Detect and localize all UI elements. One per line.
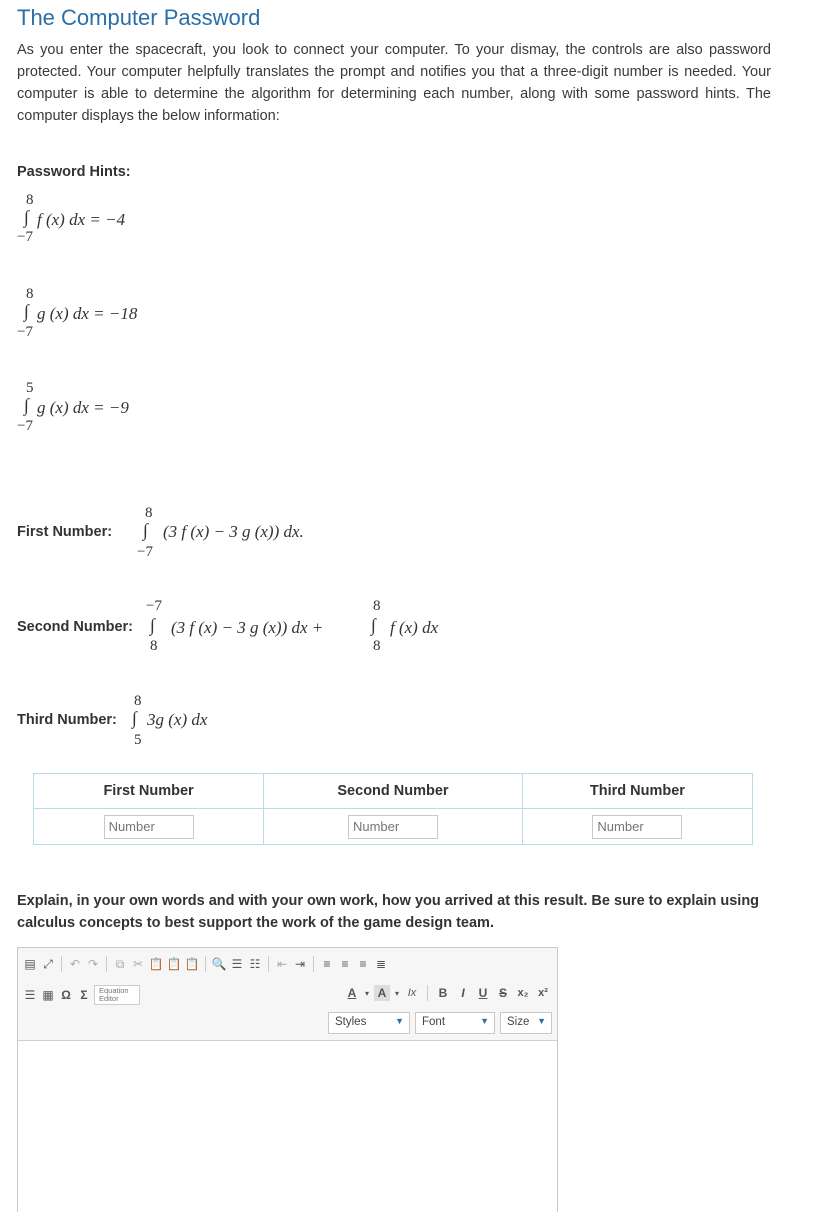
undo-icon[interactable]: ↶ — [69, 957, 81, 971]
second-number-input[interactable] — [348, 815, 438, 839]
font-label: Font — [422, 1016, 446, 1028]
header-second-number: Second Number — [264, 774, 523, 809]
find-icon[interactable]: 🔍 — [211, 957, 227, 971]
integral-icon: ∫ — [24, 301, 29, 321]
third-number-input[interactable] — [592, 815, 682, 839]
subscript-button[interactable]: x₂ — [517, 987, 529, 999]
size-dropdown[interactable] — [500, 1012, 552, 1034]
align-left-icon[interactable]: ≡ — [323, 957, 331, 971]
hint-1-upper: 8 — [26, 192, 34, 208]
third-number-formula — [17, 693, 317, 753]
bg-color-button[interactable]: A — [374, 985, 390, 1001]
header-third-number: Third Number — [522, 774, 752, 809]
second-number-label: Second Number: — [17, 619, 134, 635]
superscript-button[interactable]: x² — [538, 987, 548, 999]
toolbar-row-2 — [22, 985, 140, 1005]
equation-editor-button[interactable] — [94, 985, 140, 1005]
second-number-lower-1: 8 — [150, 638, 158, 654]
styles-label: Styles — [335, 1016, 367, 1028]
first-number-upper: 8 — [145, 505, 153, 521]
toolbar-separator — [427, 985, 428, 1001]
cut-icon[interactable]: ✂ — [132, 957, 144, 971]
intro-paragraph: As you enter the spacecraft, you look to connect your computer. To your dismay, the controls are also password protected. Your computer helpfully translates the prompt and notifies you that a three-digit number is needed. Your computer is able to determine the algorithm for determining each number, along with some password hints. The computer displays the below information: — [17, 42, 771, 124]
toolbar-separator — [268, 956, 269, 972]
third-number-label: Third Number: — [17, 712, 117, 728]
copy-icon[interactable]: ⧉ — [115, 956, 125, 971]
integral-icon: ∫ — [150, 615, 155, 635]
toolbar-row-1 — [22, 956, 389, 972]
answer-table — [33, 773, 753, 845]
chevron-down-icon[interactable]: ▾ — [364, 988, 369, 998]
toolbar-separator — [106, 956, 107, 972]
hint-1-expr: f (x) dx = −4 — [37, 210, 126, 229]
styles-dropdown[interactable] — [328, 1012, 410, 1034]
integral-icon: ∫ — [143, 520, 148, 540]
hint-3-expr: g (x) dx = −9 — [37, 398, 129, 417]
strikethrough-button[interactable]: S — [498, 986, 507, 1000]
first-number-lower: −7 — [137, 544, 153, 560]
cell-third-number — [522, 809, 752, 845]
integral-icon: ∫ — [24, 207, 29, 227]
first-number-formula — [17, 505, 417, 565]
second-number-upper-2: 8 — [373, 598, 381, 614]
source-icon[interactable]: ▤ — [24, 957, 36, 971]
second-number-lower-2: 8 — [373, 638, 381, 654]
redo-icon[interactable]: ↷ — [87, 957, 99, 971]
clear-format-button[interactable]: Ix — [407, 987, 417, 999]
hint-2-lower: −7 — [17, 324, 33, 340]
chevron-down-icon: ▼ — [480, 1016, 489, 1026]
second-number-expr-1: (3 f (x) − 3 g (x)) dx + — [171, 618, 324, 637]
page-title: The Computer Password — [17, 5, 261, 30]
hint-2 — [17, 286, 217, 346]
cell-second-number — [264, 809, 523, 845]
equation-editor-line1: Equation — [99, 986, 129, 995]
paste-text-icon[interactable]: 📋 — [166, 957, 182, 971]
editor-text-area[interactable] — [18, 1040, 557, 1212]
chevron-down-icon: ▼ — [395, 1016, 404, 1026]
hint-3-lower: −7 — [17, 418, 33, 434]
hint-1-lower: −7 — [17, 229, 33, 245]
italic-button[interactable]: I — [461, 986, 465, 1000]
hint-3 — [17, 380, 217, 440]
align-right-icon[interactable]: ≡ — [359, 957, 367, 971]
table-header-row — [34, 774, 753, 809]
rich-text-editor — [17, 947, 558, 1212]
third-number-lower: 5 — [134, 732, 142, 748]
cell-first-number — [34, 809, 264, 845]
font-dropdown[interactable] — [415, 1012, 495, 1034]
integral-icon: ∫ — [24, 395, 29, 415]
horizontal-rule-icon[interactable]: ☰ — [24, 988, 36, 1002]
bulleted-list-icon[interactable]: ☷ — [249, 957, 261, 971]
explain-prompt: Explain, in your own words and with your own work, how you arrived at this result. Be sure to explain using calculus concepts to best support the work of the game design team. — [17, 893, 760, 931]
toolbar-separator — [61, 956, 62, 972]
toolbar-separator — [205, 956, 206, 972]
paste-word-icon[interactable]: 📋 — [184, 957, 200, 971]
chevron-down-icon: ▼ — [537, 1016, 546, 1026]
header-first-number: First Number — [34, 774, 264, 809]
integral-icon: ∫ — [132, 708, 137, 728]
second-number-formula — [17, 598, 517, 658]
paste-icon[interactable]: 📋 — [148, 957, 164, 971]
toolbar-row-2-right — [344, 985, 551, 1001]
hint-1 — [17, 192, 217, 252]
align-justify-icon[interactable]: ≣ — [375, 957, 387, 971]
hint-2-expr: g (x) dx = −18 — [37, 304, 138, 323]
third-number-expr: 3g (x) dx — [147, 710, 208, 729]
text-color-button[interactable]: A — [347, 986, 357, 1000]
size-label: Size — [507, 1016, 530, 1028]
hint-2-upper: 8 — [26, 286, 34, 302]
outdent-icon[interactable]: ⇤ — [276, 957, 288, 971]
sigma-icon[interactable]: Σ — [80, 988, 88, 1002]
third-number-upper: 8 — [134, 693, 142, 709]
bold-button[interactable]: B — [438, 986, 448, 1000]
maximize-icon[interactable]: ⤢ — [43, 956, 53, 971]
hints-label: Password Hints: — [17, 164, 131, 180]
table-input-row — [34, 809, 753, 845]
integral-icon: ∫ — [371, 615, 376, 635]
first-number-expr: (3 f (x) − 3 g (x)) dx. — [163, 522, 304, 541]
second-number-upper-1: −7 — [146, 598, 162, 614]
special-char-icon[interactable]: Ω — [61, 988, 71, 1002]
first-number-input[interactable] — [104, 815, 194, 839]
align-center-icon[interactable]: ≡ — [341, 957, 349, 971]
toolbar-separator — [313, 956, 314, 972]
first-number-label: First Number: — [17, 524, 113, 540]
hint-3-upper: 5 — [26, 380, 34, 396]
indent-icon[interactable]: ⇥ — [294, 957, 306, 971]
chevron-down-icon[interactable]: ▾ — [394, 988, 399, 998]
table-icon[interactable]: ▦ — [42, 988, 54, 1002]
underline-button[interactable]: U — [478, 986, 488, 1000]
equation-editor-line2: Editor — [99, 994, 119, 1003]
second-number-expr-2: f (x) dx — [390, 618, 439, 637]
numbered-list-icon[interactable]: ☰ — [231, 957, 243, 971]
